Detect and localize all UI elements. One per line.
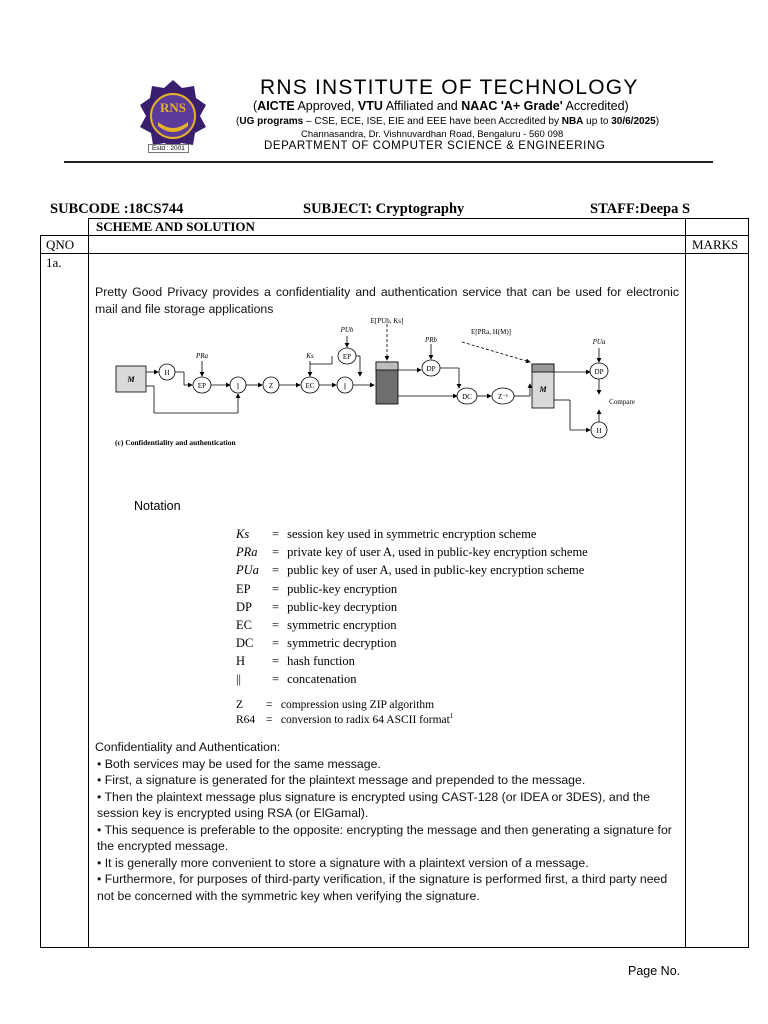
col-marks-header: MARKS	[692, 237, 739, 252]
ca-bullets	[95, 756, 681, 905]
label-prb: PRb	[424, 336, 438, 344]
notation-pua: PUa = public key of user A, used in public-key encryption scheme	[236, 563, 585, 577]
notation-ec: EC = symmetric encryption	[236, 618, 397, 632]
node-ec: EC	[305, 382, 315, 390]
notation-pra: PRa = private key of user A, used in public-key encryption scheme	[236, 545, 588, 559]
institute-logo	[136, 78, 210, 158]
accreditation-line: (AICTE Approved, VTU Affiliated and NAAC 'A+ Grade' Accredited)	[253, 99, 629, 113]
svg-text:||: ||	[343, 382, 347, 390]
node-dp2: DP	[594, 368, 604, 376]
node-z1: Z	[268, 382, 274, 390]
node-ep2: EP	[342, 353, 352, 361]
list-item: • It is generally more convenient to store a signature with a plaintext version of a message.	[97, 855, 589, 870]
node-dc: DC	[462, 393, 472, 401]
question-number: 1a.	[46, 255, 62, 270]
page-number-label: Page No.	[628, 964, 681, 978]
label-epra: E[PRa, H(M)]	[470, 328, 512, 336]
ca-section	[95, 739, 681, 904]
label-ks: Ks	[306, 352, 314, 360]
notation-concat: || = concatenation	[236, 672, 357, 686]
notation-list	[236, 527, 676, 727]
list-item: • Furthermore, for purposes of third-party verification, if the signature is performed first, a third party need not be concerned with the symmetric key when verifying the signature.	[97, 872, 668, 903]
list-item: • This sequence is preferable to the opposite: encrypting the message and then generating a signature for the encrypted message.	[97, 822, 672, 853]
ca-title: Confidentiality and Authentication:	[95, 740, 281, 754]
notation-title: Notation	[134, 499, 181, 513]
node-h1: H	[164, 369, 170, 377]
node-ep: EP	[197, 382, 207, 390]
ug-programs-line: (UG programs – CSE, ECE, ISE, EIE and EEE have been Accredited by NBA up to 30/6/2025)	[236, 116, 660, 127]
list-item: • First, a signature is generated for the plaintext message and prepended to the message.	[97, 773, 586, 787]
notation-ep: EP = public-key encryption	[236, 582, 398, 596]
notation-dp: DP = public-key decryption	[236, 600, 398, 614]
node-zinv: Z⁻¹	[497, 393, 509, 401]
notation-h: H = hash function	[236, 654, 355, 668]
label-pra: PRa	[195, 352, 209, 360]
notation-r64: R64 = conversion to radix 64 ASCII format$^1$	[236, 712, 454, 726]
node-m2: M	[539, 385, 547, 394]
notation-ks: Ks = session key used in symmetric encryption scheme	[236, 527, 537, 541]
node-h2: H	[596, 427, 602, 435]
notation-z: Z = compression using ZIP algorithm	[236, 699, 435, 711]
node-m1: M	[127, 375, 135, 384]
node-dp1: DP	[426, 365, 436, 373]
staff-name: STAFF:Deepa S	[590, 201, 691, 217]
label-epuk: E[PUb, Ks]	[370, 318, 404, 325]
svg-text:||: ||	[236, 382, 240, 390]
notation-dc: DC = symmetric decryption	[236, 636, 397, 650]
department-line: DEPARTMENT OF COMPUTER SCIENCE & ENGINEERING	[264, 140, 606, 152]
node-compare: Compare	[609, 398, 635, 406]
label-pub: PUb	[340, 326, 354, 334]
intro-paragraph: Pretty Good Privacy provides a confidentiality and authentication service that can be used for electronic mail and file storage applications	[95, 285, 679, 316]
subject-name: SUBJECT: Cryptography	[303, 201, 465, 217]
institute-title: RNS INSTITUTE OF TECHNOLOGY	[260, 76, 639, 99]
label-pua: PUa	[592, 338, 606, 346]
list-item: • Then the plaintext message plus signature is encrypted using CAST-128 (or IDEA or 3DES), and the session key is encrypted using RSA (or ElGamal).	[97, 789, 650, 820]
pgp-diagram	[110, 318, 650, 450]
list-item: • Both services may be used for the same message.	[97, 756, 381, 771]
logo-text: RNS	[159, 100, 187, 115]
figure-caption: (c) Confidentiality and authentication	[115, 438, 236, 447]
header-divider	[64, 161, 713, 163]
table-heading: SCHEME AND SOLUTION	[96, 219, 255, 234]
address-line: Channasandra, Dr. Vishnuvardhan Road, Bengaluru - 560 098	[301, 129, 564, 140]
col-qno-header: QNO	[46, 237, 75, 252]
subject-code: SUBCODE :18CS744	[50, 201, 184, 217]
logo-estd: Estd : 2001	[148, 144, 189, 153]
